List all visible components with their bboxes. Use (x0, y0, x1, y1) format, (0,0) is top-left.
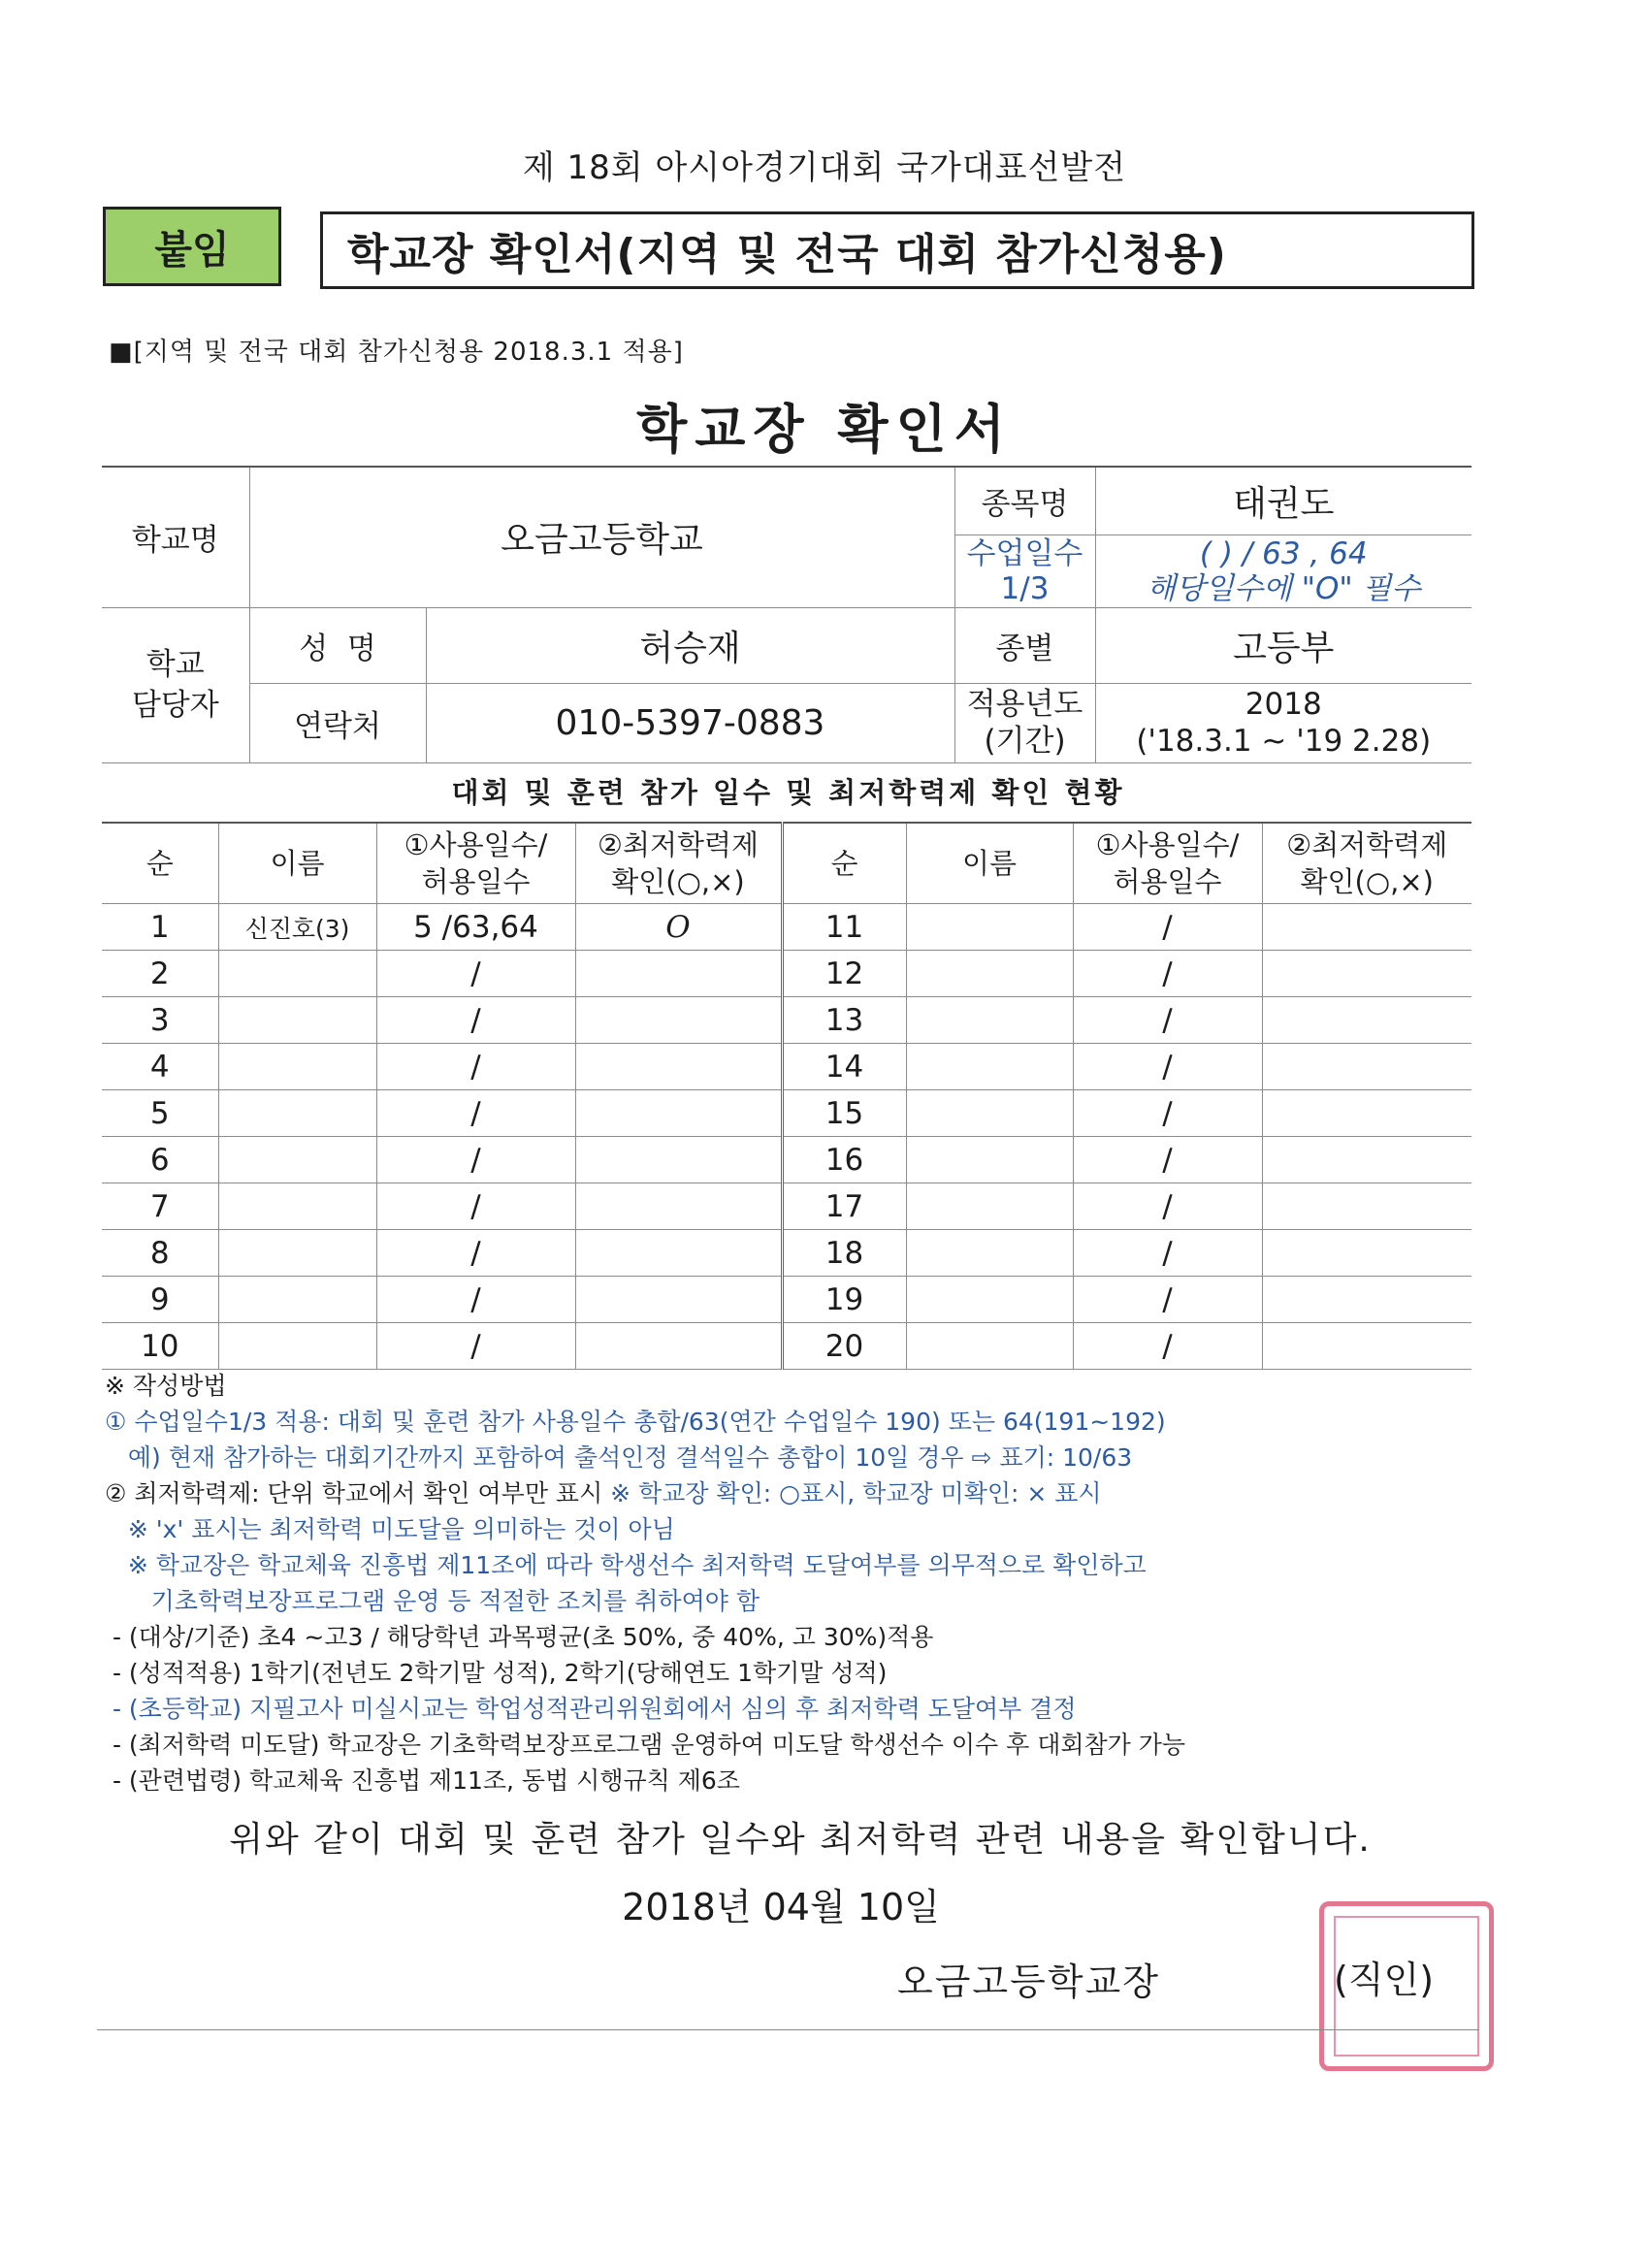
table-row (102, 1183, 1471, 1230)
year-label-2: (기간) (984, 724, 1066, 759)
year-label-1: 적용년도 (966, 687, 1083, 722)
header-check-1: ②최저학력제 (597, 828, 760, 861)
days-used: / (376, 1183, 575, 1230)
section-title: 대회 및 훈련 참가 일수 및 최저학력제 확인 현황 (451, 776, 1125, 809)
principal-signature: 오금고등학교장 (897, 1960, 1160, 2003)
row-number: 5 (102, 1090, 218, 1137)
class-days-label-2: 1/3 (1000, 570, 1050, 606)
days-used: / (1073, 1323, 1262, 1370)
row-number: 13 (782, 997, 906, 1044)
days-used: / (376, 1044, 575, 1090)
table-row (102, 951, 1471, 997)
header-check-2: 확인(○,×) (1300, 865, 1434, 898)
student-name (906, 904, 1073, 951)
days-used: / (1073, 1137, 1262, 1183)
table-row (102, 904, 1471, 951)
row-number: 19 (782, 1277, 906, 1323)
instruction-line: - (관련법령) 학교체육 진흥법 제11조, 동법 시행규칙 제6조 (105, 1766, 740, 1795)
student-name (906, 1090, 1073, 1137)
instruction-line: ※ 학교장 확인: ○표시, 학교장 미확인: × 표시 (610, 1479, 1102, 1507)
header-check-2: 확인(○,×) (611, 865, 745, 898)
class-days-value: ( ) / 63 , 64 (1199, 535, 1368, 571)
attendance-table (102, 822, 1471, 1370)
student-name (218, 1277, 376, 1323)
instructions (105, 1368, 1482, 1798)
min-academic-check (1262, 1137, 1471, 1183)
row-number: 10 (102, 1323, 218, 1370)
instruction-line: 예) 현재 참가하는 대회기간까지 포함하여 출석인정 결석일수 총합이 10일 경우 ⇨ 표기: 10/63 (105, 1443, 1133, 1472)
days-used: / (1073, 997, 1262, 1044)
header-name: 이름 (218, 823, 376, 904)
document-supertitle: 제 18회 아시아경기대회 국가대표선발전 (522, 148, 1127, 187)
row-number: 7 (102, 1183, 218, 1230)
days-used: / (376, 997, 575, 1044)
min-academic-check (575, 1277, 782, 1323)
min-academic-check (1262, 1230, 1471, 1277)
instruction-line: - (초등학교) 지필고사 미실시교는 학업성적관리위원회에서 심의 후 최저학력 도달여부 결정 (105, 1695, 1077, 1723)
min-academic-check (575, 1090, 782, 1137)
min-academic-check (575, 951, 782, 997)
min-academic-check (575, 1183, 782, 1230)
days-used: / (1073, 1090, 1262, 1137)
student-name (218, 1230, 376, 1277)
division-label: 종별 (954, 607, 1095, 683)
bottom-divider (97, 2029, 1479, 2030)
event-label: 종목명 (954, 467, 1095, 535)
min-academic-check (1262, 1183, 1471, 1230)
school-name-value: 오금고등학교 (249, 467, 954, 607)
days-used: / (376, 1323, 575, 1370)
student-name (906, 1230, 1073, 1277)
row-number: 20 (782, 1323, 906, 1370)
min-academic-check (1262, 1323, 1471, 1370)
min-academic-check (575, 1044, 782, 1090)
student-name (906, 1137, 1073, 1183)
student-name: 신진호(3) (218, 904, 376, 951)
min-academic-check (1262, 1044, 1471, 1090)
table-row (102, 997, 1471, 1044)
student-name (218, 1183, 376, 1230)
min-academic-check (575, 997, 782, 1044)
main-title: 학교장 확인서 (636, 399, 1013, 460)
student-name (218, 951, 376, 997)
min-academic-check (575, 1137, 782, 1183)
confirmation-text: 위와 같이 대회 및 훈련 참가 일수와 최저학력 관련 내용을 확인합니다. (229, 1820, 1372, 1860)
days-used: 5 /63,64 (376, 904, 575, 951)
seal-note: (직인) (1334, 1959, 1435, 2001)
row-number: 6 (102, 1137, 218, 1183)
student-name (906, 1277, 1073, 1323)
row-number: 15 (782, 1090, 906, 1137)
year-value: 2018 (1245, 687, 1322, 722)
table-row (102, 1323, 1471, 1370)
min-academic-check: O (575, 904, 782, 951)
days-used: / (376, 951, 575, 997)
attachment-badge: 붙임 (103, 207, 281, 286)
student-name (218, 1090, 376, 1137)
days-used: / (1073, 1183, 1262, 1230)
instruction-line: ② 최저학력제: 단위 학교에서 확인 여부만 표시 (105, 1479, 611, 1507)
min-academic-check (1262, 951, 1471, 997)
class-days-note: 해당일수에 "O" 필수 (1147, 570, 1421, 606)
instruction-line: ※ 학교장은 학교체육 진흥법 제11조에 따라 학생선수 최저학력 도달여부를 의무적으로 확인하고 (105, 1551, 1147, 1579)
header-no: 순 (782, 823, 906, 904)
student-name (218, 1323, 376, 1370)
instructions-heading: ※ 작성방법 (105, 1372, 227, 1400)
min-academic-check (1262, 904, 1471, 951)
instruction-line: - (대상/기준) 초4 ~고3 / 해당학년 과목평균(초 50%, 중 40%, 고 30%)적용 (105, 1623, 934, 1651)
student-name (906, 1183, 1073, 1230)
school-name-label: 학교명 (102, 467, 249, 607)
instruction-line: 기초학력보장프로그램 운영 등 적절한 조치를 취하여야 함 (105, 1587, 760, 1615)
contact-value: 010-5397-0883 (426, 683, 954, 762)
instruction-line: ① 수업일수1/3 적용: 대회 및 훈련 참가 사용일수 총합/63(연간 수업일수 190) 또는 64(191~192) (105, 1408, 1166, 1436)
table-row (102, 1044, 1471, 1090)
row-number: 3 (102, 997, 218, 1044)
days-used: / (376, 1090, 575, 1137)
manager-label-1: 학교 (146, 647, 205, 682)
division-value: 고등부 (1095, 607, 1471, 683)
row-number: 16 (782, 1137, 906, 1183)
days-used: / (1073, 904, 1262, 951)
table-row (102, 1230, 1471, 1277)
student-name (906, 1323, 1073, 1370)
school-info-table (102, 466, 1471, 763)
days-used: / (1073, 951, 1262, 997)
min-academic-check (1262, 997, 1471, 1044)
row-number: 17 (782, 1183, 906, 1230)
event-value: 태권도 (1095, 467, 1471, 535)
min-academic-check (575, 1230, 782, 1277)
manager-label-2: 담당자 (131, 688, 219, 723)
student-name (906, 997, 1073, 1044)
document-date: 2018년 04월 10일 (622, 1886, 940, 1928)
row-number: 18 (782, 1230, 906, 1277)
min-academic-check (1262, 1277, 1471, 1323)
header-no: 순 (102, 823, 218, 904)
row-number: 12 (782, 951, 906, 997)
days-used: / (376, 1137, 575, 1183)
table-row (102, 1090, 1471, 1137)
days-used: / (1073, 1277, 1262, 1323)
header-title: 학교장 확인서(지역 및 전국 대회 참가신청용) (320, 211, 1474, 289)
student-name (906, 1044, 1073, 1090)
row-number: 9 (102, 1277, 218, 1323)
days-used: / (1073, 1230, 1262, 1277)
contact-label: 연락처 (249, 683, 426, 762)
student-name (218, 1137, 376, 1183)
row-number: 14 (782, 1044, 906, 1090)
table-row (102, 1277, 1471, 1323)
days-used: / (376, 1230, 575, 1277)
instruction-line: ※ 'x' 표시는 최저학력 미도달을 의미하는 것이 아님 (105, 1515, 675, 1543)
student-name (218, 997, 376, 1044)
name-label: 성 명 (249, 607, 426, 683)
instruction-line: - (최저학력 미도달) 학교장은 기초학력보장프로그램 운영하여 미도달 학생선수 이수 후 대회참가 가능 (105, 1731, 1186, 1759)
student-name (906, 951, 1073, 997)
row-number: 11 (782, 904, 906, 951)
usage-note: ■[지역 및 전국 대회 참가신청용 2018.3.1 적용] (109, 338, 684, 367)
period-value: ('18.3.1 ~ '19 2.28) (1136, 724, 1432, 759)
min-academic-check (1262, 1090, 1471, 1137)
manager-name-value: 허승재 (426, 607, 954, 683)
student-name (218, 1044, 376, 1090)
header-days-2: 허용일수 (1113, 865, 1222, 898)
row-number: 8 (102, 1230, 218, 1277)
header-days-1: ①사용일수/ (1095, 828, 1240, 861)
header-days-1: ①사용일수/ (404, 828, 548, 861)
min-academic-check (575, 1323, 782, 1370)
instruction-line: - (성적적용) 1학기(전년도 2학기말 성적), 2학기(당해연도 1학기말 성적) (105, 1659, 888, 1687)
header-days-2: 허용일수 (421, 865, 531, 898)
days-used: / (1073, 1044, 1262, 1090)
header-name: 이름 (906, 823, 1073, 904)
header-check-1: ②최저학력제 (1286, 828, 1448, 861)
row-number: 4 (102, 1044, 218, 1090)
table-row (102, 1137, 1471, 1183)
row-number: 1 (102, 904, 218, 951)
days-used: / (376, 1277, 575, 1323)
class-days-label-1: 수업일수 (966, 535, 1083, 571)
row-number: 2 (102, 951, 218, 997)
